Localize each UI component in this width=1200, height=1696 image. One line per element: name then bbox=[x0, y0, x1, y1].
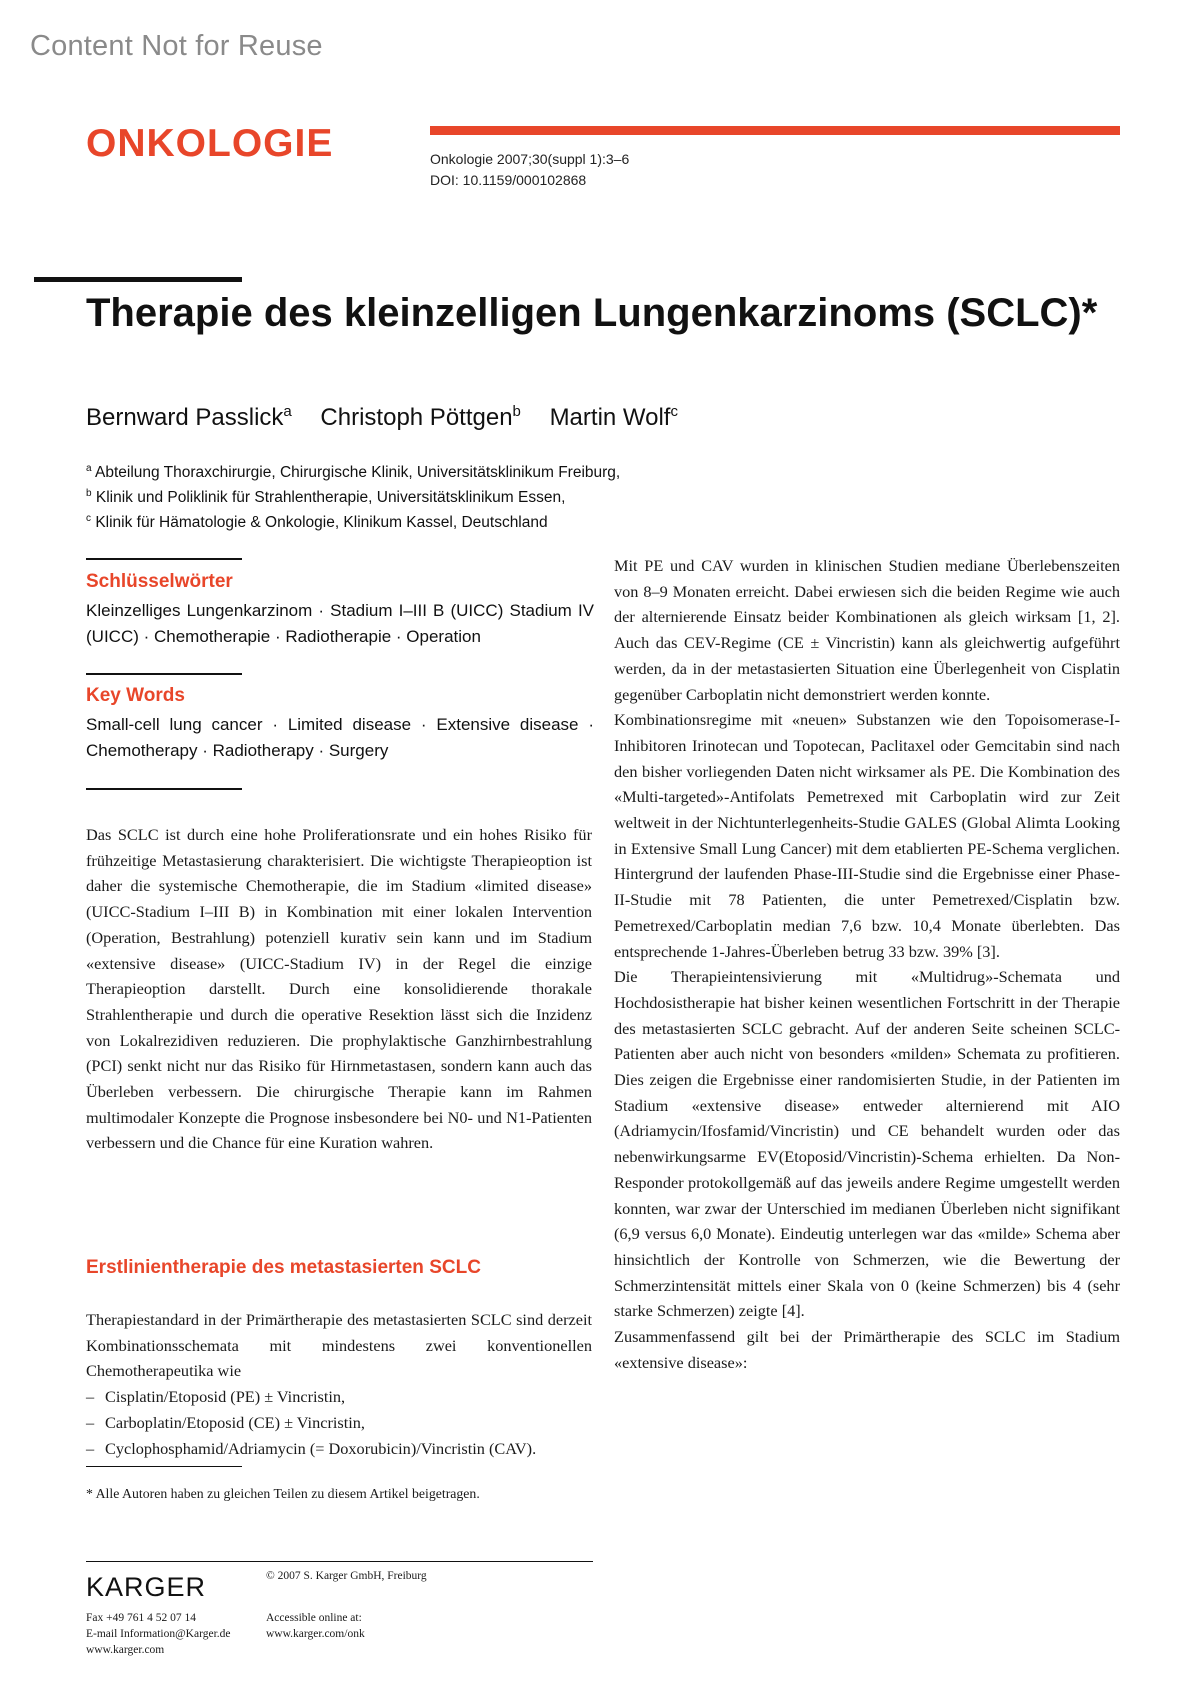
author: Martin Wolf$^c$ bbox=[549, 403, 678, 431]
list-item: – Carboplatin/Etoposid (CE) ± Vincristin, bbox=[86, 1412, 365, 1432]
publisher-contact bbox=[86, 1610, 231, 1658]
author: Christoph Pöttgen$^b$ bbox=[320, 403, 521, 431]
intro-paragraph: Das SCLC ist durch eine hohe Proliferationsrate und ein hohes Risiko für frühzeitige Metastasierung charakterisiert. Die wichtigste Therapieoption ist daher die systemische Chemotherapie, die im Stadium «limited disease» (UICC-Stadium I–III B) in Kombination mit einer lokalen Intervention (Operation, Bestrahlung) potenziell kurativ sein kann und im Stadium «extensive disease» (UICC-Stadium IV) in der Regel die einzige Therapieoption darstellt. Durch eine konsolidierende thorakale Strahlentherapie und durch die operative Resektion lässt sich die Inzidenz von Lokalrezidiven reduzieren. Die prophylaktische Ganzhirnbestrahlung (PCI) senkt nicht nur das Risiko für Hirnmetastasen, sondern kann auch das Überleben verbessern. Die chirurgische Therapie kann im Rahmen multimodaler Konzepte die Prognose insbesondere bei N0- und N1-Patienten verbessern und die Chance für eine Kuration wahren. bbox=[86, 825, 592, 1153]
section-lead: Therapiestandard in der Primärtherapie des metastasierten SCLC sind derzeit Kombinationsschemata mit mindestens zwei konventionellen Chemotherapeutika wie bbox=[86, 1310, 592, 1381]
fax: Fax +49 761 4 52 07 14 bbox=[86, 1612, 196, 1624]
journal-logo: ONKOLOGIE bbox=[86, 122, 334, 165]
title-rule bbox=[34, 277, 242, 282]
keywords-en-text: Small-cell lung cancer · Limited disease · Extensive disease · Chemotherapy · Radiotherapy · Surgery bbox=[86, 715, 594, 760]
publisher-logo: KARGER bbox=[86, 1572, 207, 1602]
affiliation: $^c$ Klinik für Hämatologie & Onkologie, Klinikum Kassel, Deutschland bbox=[86, 513, 548, 532]
citation-block bbox=[430, 149, 629, 191]
list-item: – Cisplatin/Etoposid (PE) ± Vincristin, bbox=[86, 1387, 346, 1407]
affiliation-list bbox=[86, 458, 620, 533]
copyright: © 2007 S. Karger GmbH, Freiburg bbox=[266, 1570, 427, 1582]
keywords-en-heading: Key Words bbox=[86, 685, 185, 706]
online-label: Accessible online at: bbox=[266, 1612, 362, 1624]
right-column bbox=[614, 553, 1120, 1376]
keywords-end-rule bbox=[86, 788, 242, 790]
footnote: * Alle Autoren haben zu gleichen Teilen zu diesem Artikel beigetragen. bbox=[86, 1486, 480, 1501]
keywords-de-heading: Schlüsselwörter bbox=[86, 571, 233, 592]
watermark: Content Not for Reuse bbox=[30, 30, 323, 62]
section-heading: Erstlinientherapie des metastasierten SCLC bbox=[86, 1257, 481, 1278]
paragraph: Zusammenfassend gilt bei der Primärtherapie des SCLC im Stadium «extensive disease»: bbox=[614, 1327, 1120, 1372]
keywords-de-rule bbox=[86, 558, 242, 560]
keywords-de-text: Kleinzelliges Lungenkarzinom · Stadium I–III B (UICC) Stadium IV (UICC) · Chemotherapie · Radiotherapie · Operation bbox=[86, 601, 594, 646]
footnote-rule bbox=[86, 1466, 242, 1467]
regimen-list bbox=[86, 1384, 592, 1461]
citation-text: Onkologie 2007;30(suppl 1):3–6 bbox=[430, 151, 630, 167]
email: E-mail Information@Karger.de bbox=[86, 1628, 231, 1640]
website: www.karger.com bbox=[86, 1644, 165, 1656]
doi-text: DOI: 10.1159/000102868 bbox=[430, 172, 587, 188]
keywords-en-rule bbox=[86, 673, 242, 675]
author-list bbox=[86, 403, 700, 432]
affiliation: $^b$ Klinik und Poliklinik für Strahlentherapie, Universitätsklinikum Essen, bbox=[86, 488, 566, 507]
footer-rule bbox=[86, 1561, 593, 1562]
online-url: www.karger.com/onk bbox=[266, 1628, 365, 1640]
affiliation: $^a$ Abteilung Thoraxchirurgie, Chirurgische Klinik, Universitätsklinikum Freiburg, bbox=[86, 463, 621, 482]
paragraph: Mit PE und CAV wurden in klinischen Studien mediane Überlebenszeiten von 8–9 Monaten erreicht. Dabei erwiesen sich die beiden Regime wie auch der alternierende Einsatz beider Kombinationen als gleich wirksam [1, 2]. Auch das CEV-Regime (CE ± Vincristin) kann als gleichwertig aufgeführt werden, da in der metastasierten Situation eine Überlegenheit von Cisplatin gegenüber Carboplatin nicht demonstriert werden konnte. bbox=[614, 556, 1120, 704]
paragraph: Kombinationsregime mit «neuen» Substanzen wie den Topoisomerase-I-Inhibitoren Irinotecan und Topotecan, Paclitaxel oder Gemcitabin sind nach den bisher vorliegenden Daten nicht wirksamer als PE. Die Kombination des «Multi-targeted»-Antifolats Pemetrexed mit Carboplatin wird zur Zeit weltweit in der Nichtunterlegenheits-Studie GALES (Global Alimta Looking in Extensive Small Lung Cancer) mit dem etablierten PE-Schema verglichen. Hintergrund der laufenden Phase-III-Studie sind die Ergebnisse einer Phase-II-Studie mit 78 Patienten, die unter Pemetrexed/Cisplatin bzw. Pemetrexed/Carboplatin median 7,6 bzw. 10,4 Monate überlebten. Das entsprechende 1-Jahres-Überleben betrug 33 bzw. 39% [3]. bbox=[614, 710, 1120, 961]
paragraph: Die Therapieintensivierung mit «Multidrug»-Schemata und Hochdosistherapie hat bisher keinen wesentlichen Fortschritt in der Therapie des metastasierten SCLC gebracht. Auf der anderen Seite scheinen SCLC-Patienten aber auch nicht von besonders «milden» Schemata zu profitieren. Dies zeigen die Ergebnisse einer randomisierten Studie, in der Patienten im Stadium «extensive disease» entweder alternierend mit AIO (Adriamycin/Ifosfamid/Vincristin) und CE behandelt wurden oder das nebenwirkungsarme EV(Etoposid/Vincristin)-Schema erhielten. Da Non-Responder protokollgemäß auf das jeweils andere Regime umgestellt werden konnten, war zwar der Unterschied im medianen Überleben nicht signifikant (6,9 versus 6,0 Monate). Eindeutig unterlegen war das «milde» Schema aber hinsichtlich der Kontrolle von Schmerzen, wie die Bewertung der Schmerzintensität mittels einer Skala von 0 (keine Schmerzen) bis 4 (sehr starke Schmerzen) zeigte [4]. bbox=[614, 967, 1120, 1321]
header-accent-bar bbox=[430, 126, 1120, 135]
section-body bbox=[86, 1307, 592, 1461]
article-title: Therapie des kleinzelligen Lungenkarzinoms (SCLC)* bbox=[86, 291, 1098, 335]
list-item: – Cyclophosphamid/Adriamycin (= Doxorubicin)/Vincristin (CAV). bbox=[86, 1438, 537, 1458]
author: Bernward Passlick$^a$ bbox=[86, 403, 292, 431]
online-access bbox=[266, 1610, 365, 1642]
